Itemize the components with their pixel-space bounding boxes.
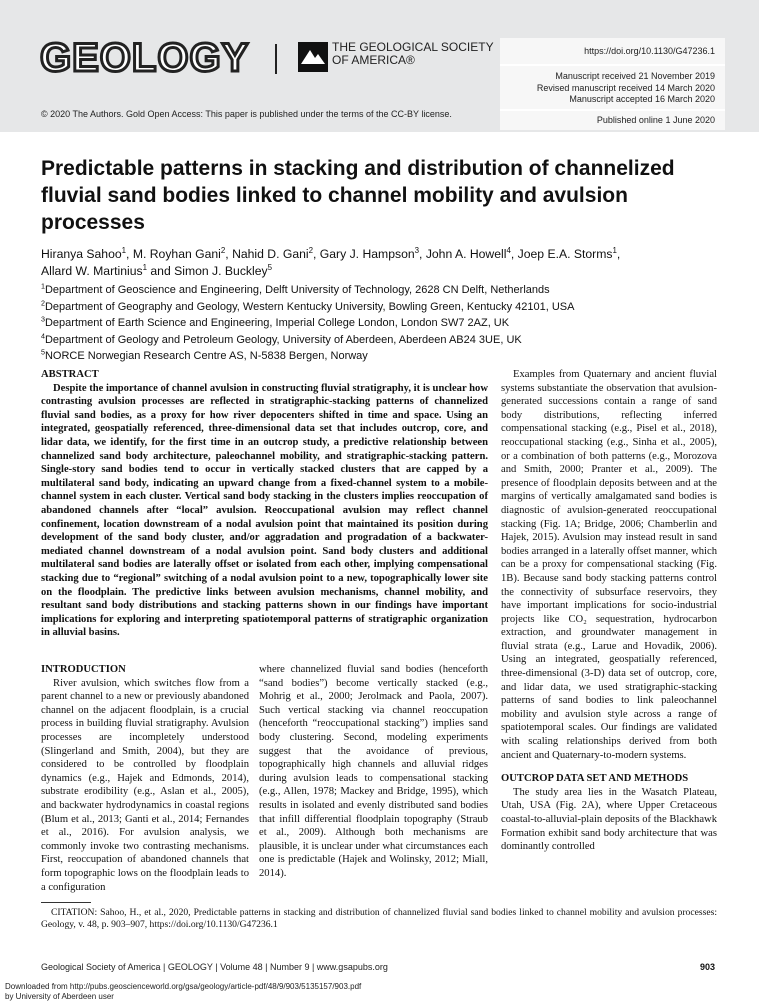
abstract: [41, 368, 488, 640]
affiliation-item: [41, 348, 731, 365]
manuscript-received: Manuscript received 21 November 2019: [537, 71, 715, 83]
abstract-heading: ABSTRACT: [41, 368, 488, 382]
affiliation-item: [41, 299, 731, 316]
manuscript-accepted: Manuscript accepted 16 March 2020: [537, 94, 715, 106]
author-list: Hiranya Sahoo$^1$, M. Royhan Gani$^2$, Nahid D. Gani$^2$, Gary J. Hampson$^3$, John A. Howell$^4$, Joep E.A. Storms$^1$, Allard W. Martinius$^1$ and Simon J. Buckley$^5$: [41, 246, 731, 280]
author-affiliation-mark: 1: [122, 246, 126, 255]
author-affiliation-mark: 4: [506, 246, 510, 255]
author-name: Simon J. Buckley: [174, 264, 267, 278]
author-name: Joep E.A. Storms: [518, 247, 613, 261]
published-online: Published online 1 June 2020: [597, 115, 715, 125]
affiliation-item: [41, 282, 731, 299]
author-affiliation-mark: 2: [221, 246, 225, 255]
manuscript-info-box: [500, 38, 725, 130]
author-name: M. Royhan Gani: [133, 247, 221, 261]
affiliation-number: 4: [41, 332, 45, 340]
gsa-name-line2: OF AMERICA®: [332, 54, 494, 67]
affiliation-number: 1: [41, 282, 45, 290]
info-divider: [500, 109, 725, 111]
citation-footnote: CITATION: Sahoo, H., et al., 2020, Predictable patterns in stacking and distribution of channelized fluvial sand bodies linked to channel mobility and avulsion processes: Geology, v. 48, p. 903–907, https://doi.org/10.1130/G47236.1: [41, 907, 717, 932]
author-affiliation-mark: 3: [415, 246, 419, 255]
affiliation-text: Department of Geoscience and Engineering, Delft University of Technology, 2628 CN Delft, Netherlands: [45, 284, 550, 296]
copyright-notice: © 2020 The Authors. Gold Open Access: This paper is published under the terms of the CC-BY license.: [41, 109, 452, 119]
intro-heading: INTRODUCTION: [41, 663, 249, 677]
affiliation-text: Department of Earth Science and Engineering, Imperial College London, London SW7 2AZ, UK: [45, 317, 509, 329]
info-divider: [500, 64, 725, 66]
affiliation-text: NORCE Norwegian Research Centre AS, N-5838 Bergen, Norway: [45, 350, 368, 362]
author-affiliation-mark: 1: [612, 246, 616, 255]
intro-paragraph: River avulsion, which switches flow from a parent channel to a new or previously abandoned channel on the adjacent floodplain, is a crucial process in building fluvial stratigraphy. Avulsion processes are incompletely understood (Slingerland and Smith, 2004), but they are considered to be controlled by floodplain dynamics (e.g., Hajek and Edmonds, 2014), substrate erodibility (e.g., Aslan et al., 2005), and backwater hydrodynamics in coastal regions (Blum et al., 2013; Ganti et al., 2014; Fernandes et al., 2016). For avulsion analysis, we commonly invoke two contrasting mechanisms. First, reoccupation of abandoned channels that form topographic lows on the floodplain leads to a configuration: [41, 677, 249, 895]
author-affiliation-mark: 5: [268, 263, 272, 272]
affiliation-number: 3: [41, 316, 45, 324]
gsa-logo-icon: [298, 42, 328, 72]
author-name: Gary J. Hampson: [320, 247, 415, 261]
manuscript-dates: [537, 71, 715, 106]
geology-logo: GEOLOGY: [40, 38, 249, 78]
download-line-2: by University of Aberdeen user: [5, 992, 361, 1001]
gsa-name: [332, 41, 494, 67]
footnote-rule: [41, 902, 91, 903]
author-affiliation-mark: 2: [309, 246, 313, 255]
article-title: Predictable patterns in stacking and distribution of channelized fluvial sand bodies linked to channel mobility and avulsion processes: [41, 155, 731, 236]
author-name: Hiranya Sahoo: [41, 247, 122, 261]
examples-paragraph: Examples from Quaternary and ancient fluvial systems substantiate the observation that avulsion-generated successions contain a range of sand body distributions, reflecting inferred compensational stacking (e.g., Pisel et al., 2018), reoccupational stacking (e.g., Sinha et al., 2005), or a combination of both patterns (e.g., Morozova and Smith, 2000; Pranter et al., 2009). The presence of floodplain deposits between and at the margins of vertically amalgamated sand bodies is diagnostic of avulsion-generated reoccupational stacking (Fig. 1A; Bridge, 2006; Chamberlin and Hajek, 2015). Avulsion may instead result in sand bodies arranged in a laterally offset manner, which can be a proxy for compensational stacking (Fig. 1B). Because sand body stacking patterns control the connectivity of subsurface reservoirs, they have important implications for socio-industrial projects like CO₂ sequestration, hydrocarbon extraction, and groundwater management in fluvial strata (e.g., Larue and Hovadik, 2006). Using an integrated, geospatially referenced, three-dimensional (3-D) data set of outcrop, core, and lidar data, we used stratigraphic-stacking patterns of sand bodies to link paleochannel mobility and avulsion style across a range of spatiotemporal scales. Our findings are validated with scaling relationships derived from both ancient and Quaternary-to-modern systems.: [501, 368, 717, 762]
logo-divider: [275, 44, 277, 74]
author-affiliation-mark: 1: [143, 263, 147, 272]
doi-link[interactable]: https://doi.org/10.1130/G47236.1: [584, 46, 715, 56]
download-line-1: Downloaded from http://pubs.geoscienceworld.org/gsa/geology/article-pdf/48/9/903/5135157/903.pdf: [5, 982, 361, 992]
intro-paragraph-continued: where channelized fluvial sand bodies (henceforth “sand bodies”) become vertically stacked (e.g., Mohrig et al., 2000; Jerolmack and Paola, 2007). Such vertical stacking via channel reoccupation (henceforth “reoccupational stacking”) implies sand body clustering. Second, modeling experiments suggest that the avoidance of previous, topographically high channels and alluvial ridges during avulsion leads to compensational stacking (e.g., Allen, 1978; Mackey and Bridge, 1995), which results in isolated and evenly distributed sand bodies that infill differential floodplain topography (Straub et al., 2009). Although both mechanisms are plausible, it is unclear under what circumstances each one is predictable (Hajek and Wolinsky, 2012; Miall, 2014).: [259, 663, 488, 881]
body-column-1: [41, 663, 249, 894]
methods-paragraph: The study area lies in the Wasatch Plateau, Utah, USA (Fig. 2A), where Upper Cretaceous coastal-to-alluvial-plain deposits of the Blackhawk Formation exhibit sand body architecture that was dominantly controlled: [501, 786, 717, 854]
affiliation-list: [41, 282, 731, 365]
affiliation-number: 2: [41, 299, 45, 307]
author-name: Nahid D. Gani: [232, 247, 309, 261]
affiliation-item: [41, 332, 731, 349]
affiliation-text: Department of Geology and Petroleum Geology, University of Aberdeen, Aberdeen AB24 3UE, UK: [45, 334, 522, 346]
body-column-3: [501, 368, 717, 854]
download-notice: [5, 982, 361, 1001]
abstract-text: Despite the importance of channel avulsion in constructing fluvial stratigraphy, it is unclear how contrasting avulsion processes are reflected in stratigraphic-stacking patterns of channelized fluvial sand bodies, as a proxy for how river depocenters shifted in time and space. Using an integrated, geospatially referenced, three-dimensional data set that includes outcrop, core, and lidar data, we identify, for the first time in an outcrop study, a predictive relationship between channelized sand body architecture, paleochannel mobility, and stratigraphic-stacking pattern. Single-story sand bodies tend to occur in vertically stacked clusters that are capped by a multilateral sand body, indicating an upward change from a fixed-channel system to a mobile-channel system in each cluster. Vertical sand body stacking in the clusters implies reoccupation of abandoned channels after “local” avulsion. Reoccupational avulsion may reflect channel confinement, location downstream of a nodal avulsion point that maintained its position during development of the sand body cluster, and/or aggradation and progradation of a backwater-mediated channel downstream of a nodal avulsion point. Sand body clusters and additional multilateral sand bodies are laterally offset or isolated from each other, implying compensational stacking due to “regional” switching of a nodal avulsion point to a new, topographically lower site on the floodplain. The predictive links between avulsion mechanisms, channel mobility, and resultant sand body distributions and stacking patterns shown in our findings have important implications for exploring and interpreting spatiotemporal patterns of stratigraphic organization in alluvial basins.: [41, 382, 488, 640]
body-column-2: [259, 663, 488, 881]
affiliation-number: 5: [41, 349, 45, 357]
page-number: 903: [700, 962, 715, 972]
affiliation-text: Department of Geography and Geology, Western Kentucky University, Bowling Green, Kentucky 42101, USA: [45, 301, 575, 313]
author-name: Allard W. Martinius: [41, 264, 143, 278]
author-name: John A. Howell: [426, 247, 507, 261]
affiliation-item: [41, 315, 731, 332]
manuscript-revised: Revised manuscript received 14 March 2020: [537, 83, 715, 95]
page-footer: Geological Society of America | GEOLOGY | Volume 48 | Number 9 | www.gsapubs.org: [41, 962, 388, 972]
methods-heading: OUTCROP DATA SET AND METHODS: [501, 772, 717, 786]
gsa-name-line1: THE GEOLOGICAL SOCIETY: [332, 41, 494, 54]
